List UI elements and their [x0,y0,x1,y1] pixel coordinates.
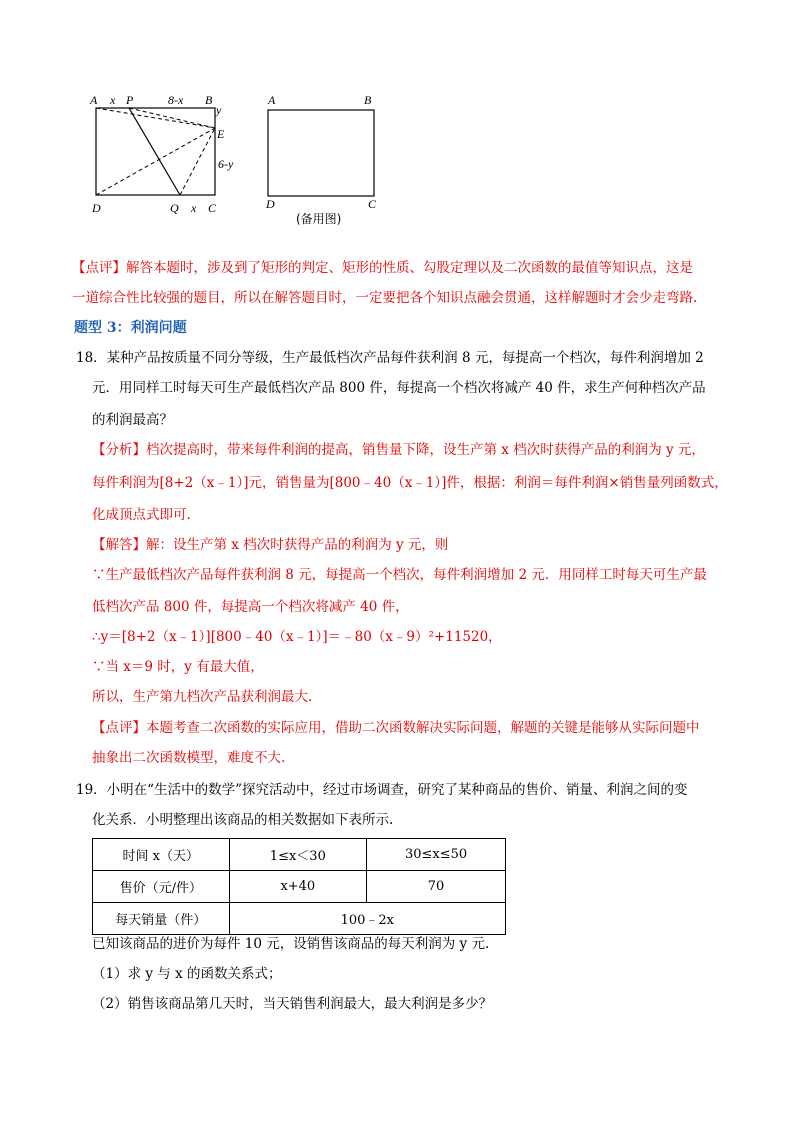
label-C: C [208,201,217,215]
label-E: E [217,127,225,141]
table-cell: 售价（元/件） [93,871,230,903]
table-cell: x+40 [229,871,367,903]
q19-sub-2: （2）销售该商品第几天时，当天销售利润最大，最大利润是多少？ [92,996,493,1012]
table-cell: 70 [367,871,506,903]
table-cell: 1≤x＜30 [229,839,367,871]
backup-label-A: A [268,93,276,107]
q18-line-3: 的利润最高？ [92,412,173,428]
label-P: P [126,93,134,107]
review-1-line-1 [72,258,693,278]
dashed-QE [180,128,215,195]
q19-sub-1: （1）求 y 与 x 的函数关系式； [92,966,282,982]
backup-label-C: C [368,197,377,211]
table-row [93,871,506,903]
q18-review-text-1: 本题考查二次函数的实际应用，借助二次函数解决实际问题，解题的关键是能够从实际问题中 [146,720,700,736]
q19-line-2: 化关系．小明整理出该商品的相关数据如下表所示. [92,812,394,828]
q18-review-line-1 [92,718,700,738]
backup-caption: (备用图) [296,212,342,226]
dashed-AE [96,108,215,128]
label-y: y [216,103,222,117]
data-table [92,838,506,935]
q18-line-1: 18．某种产品按质量不同分等级，生产最低档次产品每件获利润 8 元，每提高一个档次，每件利润增加 2 [76,350,704,366]
solution-text-1: 解：设生产第 x 档次时获得产品的利润为 y 元，则 [146,537,449,553]
q19-after-table: 已知该商品的进价为每件 10 元，设销售该商品的每天利润为 y 元. [92,936,490,952]
backup-label-D: D [266,197,275,211]
table-row [93,839,506,871]
q18-analysis-line-2: 每件利润为[8+2（x﹣1）]元，销售量为[800﹣40（x﹣1）]件，根据：利润＝每件利润×销售量列函数式， [92,475,728,491]
q18-solution-line-5: ∵当 x＝9 时，y 有最大值， [92,659,264,675]
q18-review-line-2: 抽象出二次函数模型，难度不大. [92,750,286,766]
backup-rectangle [268,110,374,196]
q18-solution-line-2: ∵生产最低档次产品每件获利润 8 元，每提高一个档次，每件利润增加 2 元．用同样工时每天可生产最 [92,567,707,583]
q18-solution-line-6: 所以，生产第九档次产品获利润最大. [92,689,313,705]
rectangle-figure [88,92,398,232]
review-tag: 【点评】 [72,260,126,276]
section-heading: 题型 3：利润问题 [74,320,187,336]
label-x-bottom: x [191,201,197,215]
analysis-tag: 【分析】 [92,442,146,458]
q18-line-2: 元．用同样工时每天可生产最低档次产品 800 件，每提高一个档次将减产 40 件，求生产何种档次产品 [92,380,706,396]
q19-line-1: 19．小明在“生活中的数学”探究活动中，经过市场调查，研究了某种商品的售价、销量、利润之间的变 [76,782,688,798]
table-cell: 每天销量（件） [93,903,230,935]
table-row [93,903,506,935]
q18-solution-line-4: ∴y＝[8+2（x﹣1）][800﹣40（x﹣1）]＝﹣80（x﹣9）²+11520， [92,629,502,645]
table-cell: 100﹣2x [229,903,505,935]
table-cell: 30≤x≤50 [367,839,506,871]
table-cell: 时间 x（天） [93,839,230,871]
backup-label-B: B [364,93,372,107]
q18-analysis-line-1 [92,440,705,460]
analysis-text-1: 档次提高时，带来每件利润的提高，销售量下降，设生产第 x 档次时获得产品的利润为 y 元， [146,442,705,458]
main-rectangle [96,108,215,195]
solution-tag: 【解答】 [92,537,146,553]
label-6-y: 6-y [218,157,234,171]
q18-solution-line-3: 低档次产品 800 件，每提高一个档次将减产 40 件， [92,599,409,615]
label-8-x: 8-x [168,93,184,107]
dashed-PE [129,108,215,128]
label-A: A [90,93,98,107]
q18-analysis-line-3: 化成顶点式即可. [92,507,191,523]
label-D: D [92,201,101,215]
review-1-line-2: 一道综合性比较强的题目，所以在解答题目时，一定要把各个知识点融会贯通，这样解题时才会少走弯路. [72,290,698,306]
label-x-top: x [110,93,116,107]
q18-solution-line-1 [92,535,448,555]
label-Q: Q [170,201,179,215]
label-B: B [205,93,213,107]
q18-review-tag: 【点评】 [92,720,146,736]
review-text-1: 解答本题时，涉及到了矩形的判定、矩形的性质、勾股定理以及二次函数的最值等知识点，这是 [126,260,693,276]
